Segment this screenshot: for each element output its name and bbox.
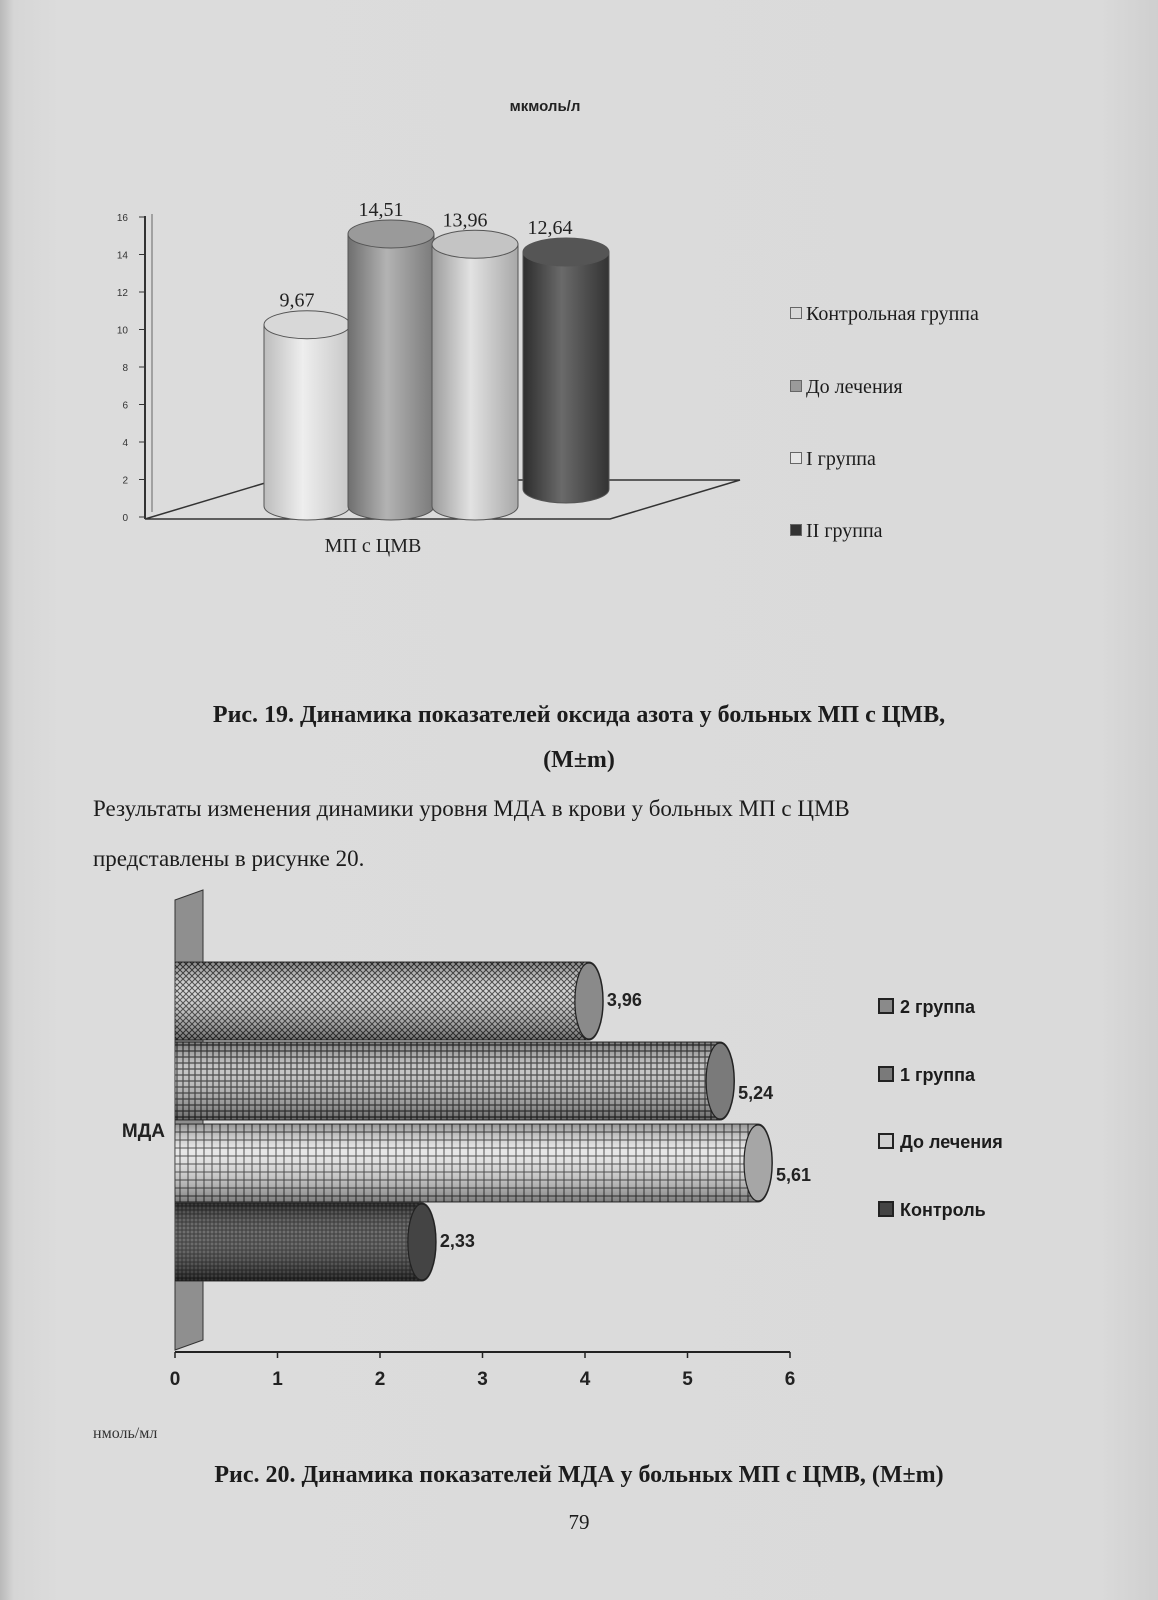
legend-label: II группа [806, 520, 883, 542]
chart-mda [0, 880, 1158, 1440]
body-paragraph-line1: Результаты изменения динамики уровня МДА в крови у больных МП с ЦМВ [93, 796, 850, 821]
legend-item [878, 1065, 975, 1086]
legend-item [790, 448, 876, 471]
legend-label: 1 группа [900, 1065, 976, 1085]
x-tick-group [170, 1352, 796, 1390]
legend-swatch [790, 524, 802, 536]
bar-top [264, 311, 350, 339]
y-axis-title: мкмоль/л [509, 98, 581, 115]
legend-swatch [790, 452, 802, 464]
bar-1 [348, 199, 434, 520]
legend-swatch [790, 307, 802, 319]
legend-item [878, 1132, 1003, 1153]
figure-20-caption: Рис. 20. Динамика показателей МДА у больных МП с ЦМВ, (M±m) [214, 1462, 944, 1488]
page-number: 79 [568, 1510, 590, 1534]
bar-top [348, 220, 434, 248]
legend-swatch [878, 1201, 894, 1217]
y-tick-label: 12 [116, 288, 128, 299]
bar-top [523, 238, 609, 266]
bar-shading [175, 1124, 772, 1202]
y-category-label: МДА [121, 1121, 165, 1142]
chart-nitric-oxide [0, 0, 1158, 640]
x-tick-label: 1 [272, 1369, 283, 1390]
legend-label: До лечения [806, 376, 903, 398]
x-tick-label: 6 [784, 1369, 796, 1390]
bar-shading [175, 1203, 436, 1281]
y-tick-group [117, 213, 146, 524]
bar-shading [175, 1042, 734, 1120]
legend-swatch [878, 998, 894, 1014]
legend-label: 2 группа [900, 997, 976, 1017]
x-tick-label: 3 [477, 1369, 488, 1390]
bar-body [523, 252, 609, 503]
bar-top [432, 230, 518, 258]
y-tick-label: 10 [116, 325, 128, 337]
data-label: 12,64 [527, 217, 573, 239]
bar-end [706, 1043, 734, 1119]
bar-3 [523, 217, 609, 503]
y-tick-label: 8 [122, 363, 128, 374]
data-label: 5,61 [776, 1165, 812, 1185]
y-tick-label: 14 [116, 250, 128, 262]
bar-0 [264, 290, 350, 520]
legend-item [790, 520, 883, 543]
x-tick-label: 0 [169, 1369, 181, 1390]
legend-label: Контрольная группа [806, 303, 979, 325]
bar-body [432, 244, 518, 520]
bar-end [575, 963, 603, 1039]
bar-end [744, 1125, 772, 1201]
x-tick-label: 4 [579, 1369, 591, 1390]
legend-swatch [878, 1066, 894, 1082]
legend-swatch [790, 380, 802, 392]
x-category-label: МП с ЦМВ [324, 535, 422, 557]
legend-item [790, 376, 903, 399]
body-paragraph-line2: представлены в рисунке 20. [93, 846, 365, 871]
x-tick-label: 2 [374, 1369, 386, 1390]
bar-body [348, 234, 434, 520]
bar-1 [175, 1042, 773, 1120]
x-axis-title: нмоль/мл [93, 1425, 158, 1440]
figure-19-caption-line1: Рис. 19. Динамика показателей оксида азота у больных МП с ЦМВ, [212, 702, 946, 728]
data-label: 14,51 [358, 198, 404, 221]
legend-label: До лечения [900, 1132, 1003, 1152]
bar-2 [432, 209, 518, 520]
data-label: 5,24 [738, 1083, 774, 1103]
bar-end [408, 1204, 436, 1280]
bar-group [175, 962, 811, 1281]
legend-label: Контроль [900, 1200, 986, 1220]
y-tick-label: 6 [122, 400, 128, 412]
legend-item [878, 1200, 986, 1221]
y-tick-label: 4 [122, 438, 128, 449]
data-label: 2,33 [439, 1231, 475, 1251]
data-label: 9,67 [279, 289, 315, 312]
y-tick-label: 2 [122, 475, 128, 487]
bar-shading [175, 962, 603, 1040]
data-label: 3,96 [606, 990, 642, 1010]
legend-label: I группа [806, 448, 876, 470]
x-tick-label: 5 [682, 1369, 693, 1390]
bar-body [264, 325, 350, 520]
bar-group [264, 199, 609, 520]
legend-item [878, 997, 975, 1018]
y-tick-label: 0 [122, 513, 128, 524]
data-label: 13,96 [442, 209, 488, 232]
bar-0 [175, 962, 642, 1040]
legend-item [790, 303, 979, 326]
bar-3 [175, 1203, 475, 1281]
legend-swatch [878, 1133, 894, 1149]
figure-19-caption-line2: (M±m) [543, 747, 615, 773]
y-tick-label: 16 [116, 213, 128, 224]
bar-2 [175, 1124, 811, 1202]
